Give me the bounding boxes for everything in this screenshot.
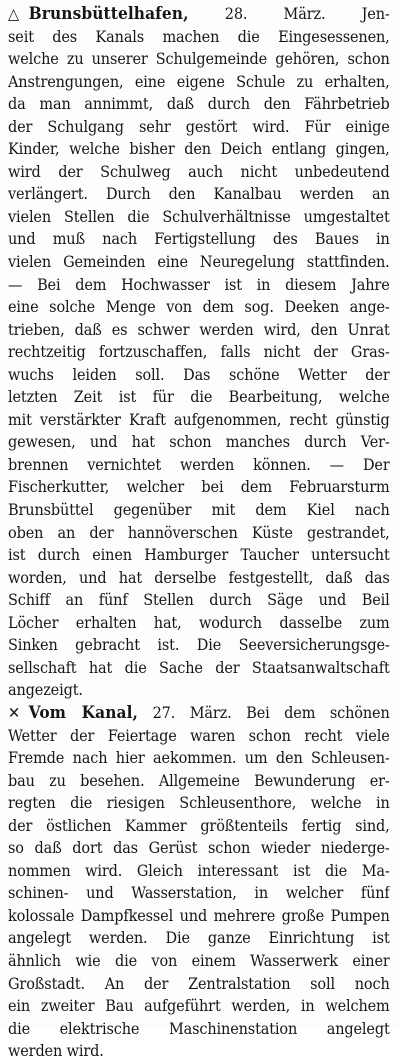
article-line [8, 3, 390, 26]
article-line: kolossale Dampfkessel und mehrere große Pumpen [8, 906, 390, 925]
article-line: so daß dort das Gerüst schon wieder niederge- [8, 839, 390, 858]
article-line: ist durch einen Hamburger Taucher untersucht [8, 546, 390, 565]
article-line: angezeigt. [8, 681, 83, 700]
article-line: wird der Schulweg auch nicht unbedeutend [8, 162, 390, 181]
article-line: trieben, daß es schwer werden wird, den Unrat [8, 320, 390, 339]
article-line: ein zweiter Bau aufgeführt werden, in welchem [8, 997, 390, 1016]
article-line: sellschaft hat die Sache der Staatsanwaltschaft [8, 658, 390, 677]
article-line: nommen wird. Gleich interessant ist die Ma- [8, 861, 390, 880]
article-line: brennen vernichtet werden können. — Der [8, 455, 390, 474]
article-line: verlängert. Durch den Kanalbau werden an [8, 185, 390, 204]
article-line: Fischerkutter, welcher bei dem Februarsturm [8, 478, 390, 497]
article-heading: Brunsbüttelhafen, [28, 4, 189, 23]
triangle-marker-icon: △ [8, 5, 19, 23]
article-line: seit des Kanals machen die Eingesessenen, [8, 27, 390, 46]
article-line: gewesen, und hat schon manches durch Ver- [8, 433, 390, 452]
article-line: der östlichen Kammer größtenteils fertig sind, [8, 816, 390, 835]
article-line: Sinken gebracht ist. Die Seeversicherungsge- [8, 636, 390, 655]
article-line: Großstadt. An der Zentralstation soll noch [8, 974, 390, 993]
article-line: mit verstärkter Kraft aufgenommen, recht günstig [8, 410, 390, 429]
article-brunsbuettelhafen [8, 3, 390, 702]
article-line: Kinder, welche bisher den Deich entlang gingen, [8, 140, 390, 159]
article-line: schinen- und Wasserstation, in welcher fünf [8, 884, 390, 903]
article-line: regten die riesigen Schleusenthore, welche in [8, 794, 390, 813]
article-line: eine solche Menge von dem sog. Deeken ange- [8, 298, 390, 317]
article-line: welche zu unserer Schulgemeinde gehören, schon [8, 50, 390, 69]
article-line: angelegt werden. Die ganze Einrichtung ist [8, 929, 390, 948]
article-line: die elektrische Maschinenstation angelegt [8, 1019, 390, 1038]
dateline: 28. März. Jen- [188, 5, 390, 23]
article-line [8, 702, 390, 725]
article-line: Brunsbüttel gegenüber mit dem Kiel nach [8, 501, 390, 520]
article-line: — Bei dem Hochwasser ist in diesem Jahre [8, 275, 390, 294]
article-line: wuchs leiden soll. Das schöne Wetter der [8, 365, 390, 384]
article-column [8, 3, 390, 1063]
article-vom-kanal [8, 702, 390, 1063]
article-line: Löcher erhalten hat, wodurch dasselbe zum [8, 613, 390, 632]
article-line: oben an der hannöverschen Küste gestrandet, [8, 523, 390, 542]
article-line: vielen Stellen die Schulverhältnisse umgestaltet [8, 207, 390, 226]
article-line: und muß nach Fertigstellung des Baues in [8, 230, 390, 249]
article-line: letzten Zeit ist für die Bearbeitung, welche [8, 388, 390, 407]
article-line: bau zu besehen. Allgemeine Bewunderung er- [8, 771, 390, 790]
cross-marker-icon: ✕ [8, 703, 20, 722]
article-line: Schiff an fünf Stellen durch Säge und Beil [8, 591, 390, 610]
article-line: werden wird. [8, 1042, 104, 1061]
article-line: da man annimmt, daß durch den Fährbetrieb [8, 95, 390, 114]
article-line: rechtzeitig fortzuschaffen, falls nicht der Gras- [8, 343, 390, 362]
article-line: Wetter der Feiertage waren schon recht viele [8, 726, 390, 745]
article-heading: Vom Kanal, [28, 702, 139, 722]
dateline: 27. März. Bei dem schönen [138, 703, 390, 722]
article-line: ähnlich wie die von einem Wasserwerk einer [8, 951, 390, 970]
article-line: der Schulgang sehr gestört wird. Für einige [8, 117, 390, 136]
article-line: vielen Gemeinden eine Neuregelung stattfinden. [8, 253, 390, 272]
article-line: worden, und hat derselbe festgestellt, daß das [8, 568, 390, 587]
article-line: Anstrengungen, eine eigene Schule zu erhalten, [8, 72, 390, 91]
article-line: Fremde nach hier aekommen. um den Schleusen- [8, 749, 390, 768]
